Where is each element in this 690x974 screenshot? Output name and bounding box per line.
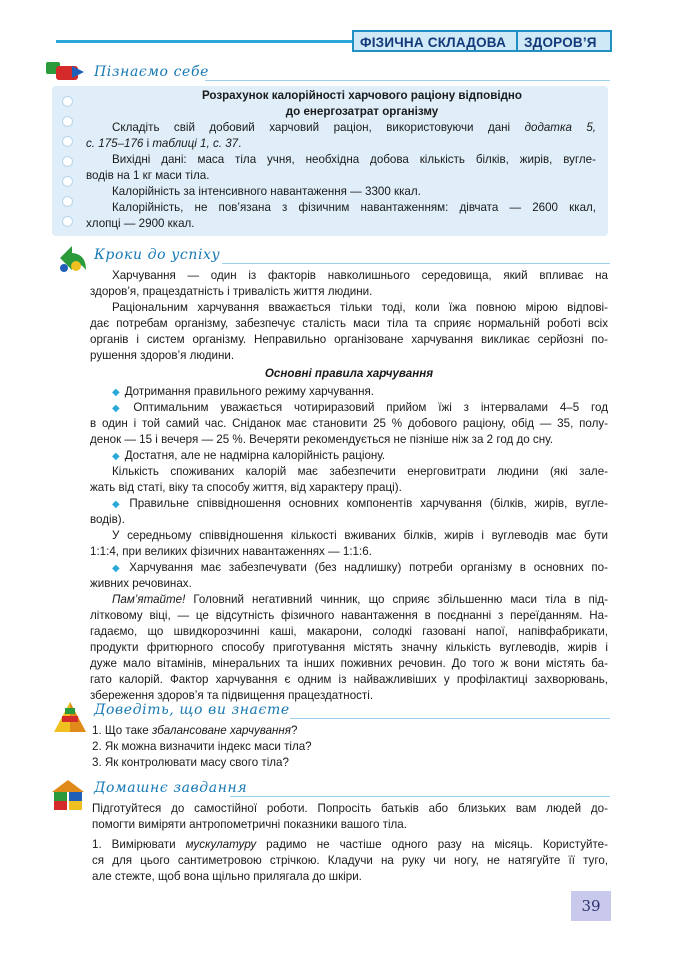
- rule-item: ◆ Харчування має забезпечувати (без надлишку) потреби організму в основних по-: [112, 561, 608, 574]
- rule-item: ◆ Достатня, але не надмірна калорійність раціону.: [112, 449, 386, 462]
- paragraph-line: Харчування — один із факторів навколишнього середовища, який впливає на: [112, 269, 608, 282]
- shapes-icon: [44, 58, 88, 84]
- paragraph-line: літковому віці, — це відсутність фізичного навантаження в поєднанні з переїданням. На-: [90, 609, 608, 622]
- paragraph-line: денок — 15 і вечеря — 25 %. Вечеряти рекомендується не пізніше ніж за 2 год до сну.: [90, 433, 553, 446]
- paragraph-line: гадаємо, що швидкорозчинні каші, макарони, солодкі газовані напої, напівфабрикати,: [90, 625, 608, 638]
- house-puzzle-icon: [50, 778, 86, 812]
- section-rule: [230, 796, 610, 797]
- paragraph-line: дуже мало вітамінів, мінеральних та інших поживних речовин. До того ж вони містять ба-: [90, 657, 608, 670]
- paragraph-line: рушення здоров’я людини.: [90, 349, 235, 362]
- card-line: Калорійність за інтенсивного навантаження — 3300 ккал.: [112, 185, 421, 198]
- paragraph-line: в один і той самий час. Сніданок має становити 25 % добового раціону, обід — 35, полу-: [90, 417, 608, 430]
- paragraph-line: Пам’ятайте! Головний негативний чинник, що сприяє збільшенню маси тіла в під-: [112, 593, 608, 606]
- bullet-icon: ◆: [112, 563, 125, 574]
- section-rule: [290, 718, 610, 719]
- card-line: хлопці — 2900 ккал.: [86, 217, 195, 230]
- header-topic: ЗДОРОВ’Я: [516, 30, 612, 52]
- paragraph-line: помогти виміряти антропометричні показники вашого тіла.: [92, 818, 407, 831]
- card-line: Складіть свій добовий харчовий раціон, використовуючи дані додатка 5,: [112, 121, 596, 134]
- question-item: 2. Як можна визначити індекс маси тіла?: [92, 740, 312, 753]
- section-rule: [222, 263, 610, 264]
- paragraph-line: живних речовинах.: [90, 577, 192, 590]
- paragraph-line: 1. Вимірювати мускулатуру радимо не частіше одного разу на місяць. Користуйте-: [92, 838, 608, 851]
- section-rule: [205, 80, 610, 81]
- rule-item: ◆ Оптимальним уважається чотириразовий прийом їжі з інтервалами 4–5 год: [112, 401, 608, 414]
- paragraph-line: але стежте, щоб вона щільно прилягала до шкіри.: [92, 870, 362, 883]
- bullet-icon: ◆: [112, 451, 120, 462]
- rule-item: ◆ Правильне співвідношення основних компонентів харчування (білків, жирів, вугле-: [112, 497, 608, 510]
- paragraph-line: гато калорій. Фактор харчування є одним із найважливіших у профілактиці захворювань,: [90, 673, 608, 686]
- card-line: Калорійність, не пов’язана з фізичним навантаженням: дівчата — 2600 ккал,: [112, 201, 596, 214]
- bullet-icon: ◆: [112, 387, 120, 398]
- section-title-prove: Доведіть, що ви знаєте: [94, 702, 290, 718]
- card-title-line1: Розрахунок калорійності харчового раціону відповідно: [201, 89, 523, 102]
- paragraph-line: органів і систем організму. Неправильно організоване харчування викликає серйозні по-: [90, 333, 608, 346]
- section-title-home: Домашнє завдання: [94, 780, 248, 796]
- paragraph-line: Підготуйтеся до самостійної роботи. Попросіть батьків або близьких вам людей до-: [92, 802, 608, 815]
- rule-item: ◆ Дотримання правильного режиму харчування.: [112, 385, 374, 398]
- paragraph-line: здоров’я, працездатність і тривалість життя людини.: [90, 285, 373, 298]
- card-line: с. 175–176 і таблиці 1, с. 37.: [86, 137, 242, 150]
- paragraph-line: дає потребам організму, забезпечує сталість маси тіла та сприяє нормальній роботі всіх: [90, 317, 608, 330]
- paragraph-line: ся для цього сантиметровою стрічкою. Кладучи на руку чи ногу, не натягуйте її туго,: [92, 854, 608, 867]
- paragraph-line: жать від статі, віку та способу життя, від характеру праці).: [90, 481, 402, 494]
- card-title-line2: до енергозатрат організму: [285, 105, 439, 118]
- bullet-icon: ◆: [112, 499, 125, 510]
- question-item: 3. Як контролювати масу свого тіла?: [92, 756, 289, 769]
- paragraph-line: збереження здоров’я та підвищення працездатності.: [90, 689, 374, 702]
- card-line: водів на 1 кг маси тіла.: [86, 169, 210, 182]
- card-line: Вихідні дані: маса тіла учня, необхідна добова кількість білків, жирів, вугле-: [112, 153, 596, 166]
- steps-arrow-icon: [56, 244, 90, 274]
- header-chapter: ФІЗИЧНА СКЛАДОВА: [352, 30, 518, 52]
- question-item: 1. Що таке збалансоване харчування?: [92, 724, 298, 737]
- bullet-icon: ◆: [112, 403, 129, 414]
- paragraph-line: Кількість споживаних калорій має забезпечити енерговитрати людини (які зале-: [112, 465, 608, 478]
- paragraph-line: У середньому співвідношення кількості вживаних білків, жирів і вуглеводів має бути: [112, 529, 608, 542]
- paragraph-line: продукти фритюрного способу приготування містять значну кількість вуглеводів, жирів і: [90, 641, 608, 654]
- header-rule: [56, 40, 352, 43]
- rules-title: Основні правила харчування: [264, 367, 434, 380]
- paragraph-line: водів).: [90, 513, 125, 526]
- pyramid-icon: [50, 698, 90, 736]
- page-number: 39: [571, 891, 611, 921]
- section-title-know: Пізнаємо себе: [94, 64, 209, 80]
- paragraph-line: Раціональним харчування вважається тільки тоді, коли їжа повною мірою відпові-: [112, 301, 608, 314]
- paragraph-line: 1:1:4, при великих фізичних навантаженнях — 1:1:6.: [90, 545, 372, 558]
- section-title-steps: Кроки до успіху: [94, 247, 221, 263]
